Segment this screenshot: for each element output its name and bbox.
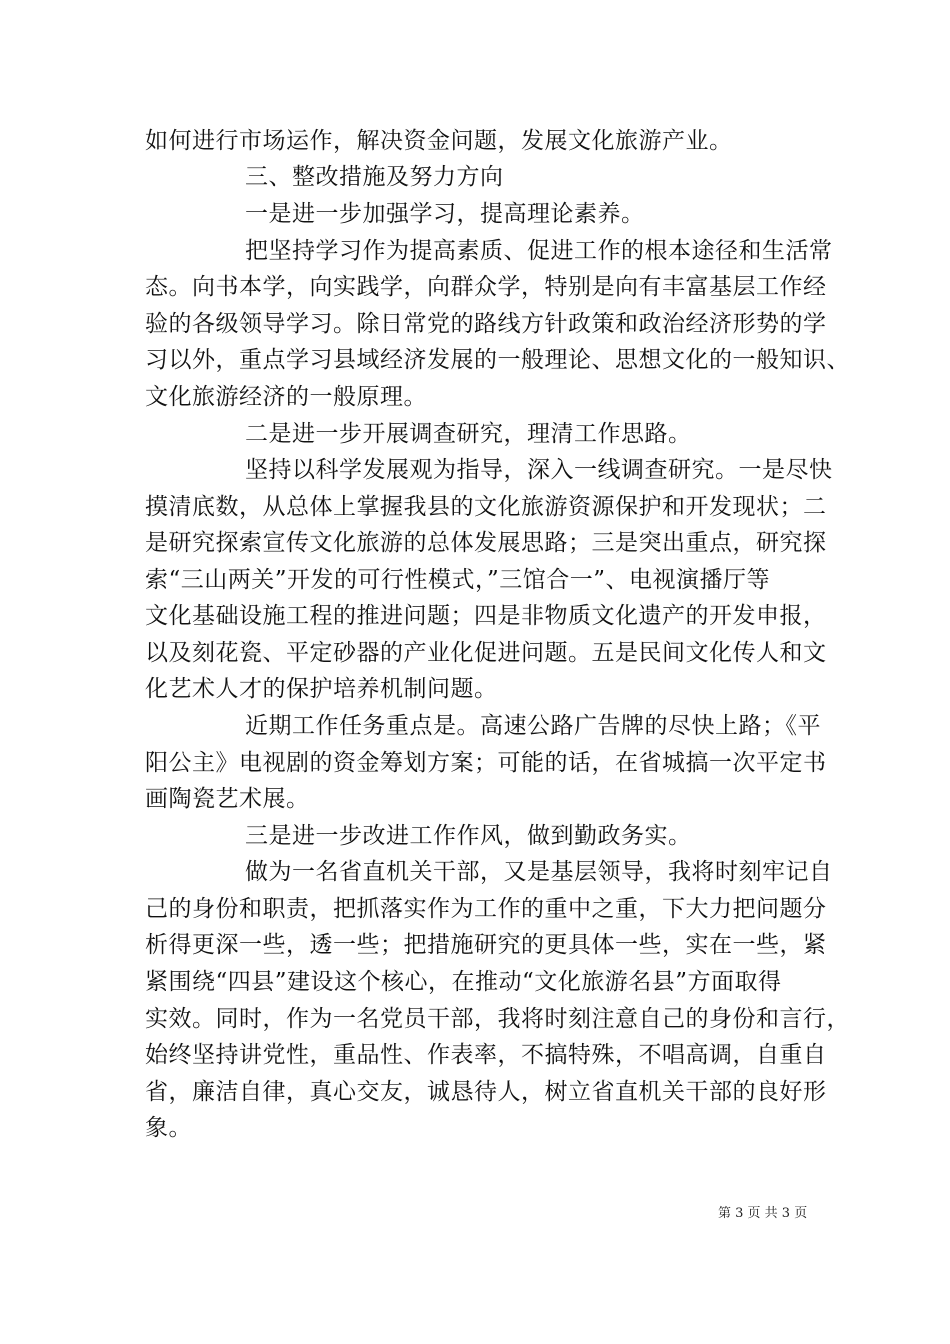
paragraph-first-line: 做为一名省直机关干部，又是基层领导，我将时刻牢记自: [245, 859, 833, 885]
body-line: 省，廉洁自律，真心交友，诚恳待人，树立省直机关干部的良好形: [145, 1079, 827, 1105]
body-line: 摸清底数，从总体上掌握我县的文化旅游资源保护和开发现状；二: [145, 494, 827, 520]
subheading: 二是进一步开展调查研究，理清工作思路。: [245, 421, 692, 447]
body-line: 文化旅游经济的一般原理。: [145, 384, 427, 410]
body-line: 索“三山两关”开发的可行性模式，”三馆合一”、电视演播厅等: [145, 567, 771, 593]
paragraph-first-line: 坚持以科学发展观为指导，深入一线调查研究。一是尽快: [245, 457, 833, 483]
body-line: 己的身份和职责，把抓落实作为工作的重中之重，下大力把问题分: [145, 896, 827, 922]
body-line: 态。向书本学，向实践学，向群众学，特别是向有丰富基层工作经: [145, 274, 827, 300]
body-line: 如何进行市场运作，解决资金问题，发展文化旅游产业。: [145, 128, 733, 154]
body-line: 始终坚持讲党性，重品性、作表率，不搞特殊，不唱高调，自重自: [145, 1042, 827, 1068]
subheading: 一是进一步加强学习，提高理论素养。: [245, 201, 645, 227]
body-line: 文化基础设施工程的推进问题；四是非物质文化遗产的开发申报，: [145, 603, 827, 629]
paragraph-first-line: 近期工作任务重点是。高速公路广告牌的尽快上路；《平: [245, 713, 821, 739]
body-line: 阳公主》电视剧的资金筹划方案；可能的话，在省城搞一次平定书: [145, 750, 827, 776]
body-line: 以及刻花瓷、平定砂器的产业化促进问题。五是民间文化传人和文: [145, 640, 827, 666]
body-line: 验的各级领导学习。除日常党的路线方针政策和政治经济形势的学: [145, 311, 827, 337]
body-line: 化艺术人才的保护培养机制问题。: [145, 676, 498, 702]
paragraph-first-line: 把坚持学习作为提高素质、促进工作的根本途径和生活常: [245, 238, 833, 264]
body-line: 析得更深一些，透一些；把措施研究的更具体一些，实在一些，紧: [145, 932, 827, 958]
section-heading: 三、整改措施及努力方向: [245, 164, 504, 190]
body-line: 紧围绕“四县”建设这个核心，在推动“文化旅游名县”方面取得: [145, 969, 782, 995]
body-line: 习以外，重点学习县域经济发展的一般理论、思想文化的一般知识、: [145, 347, 850, 373]
body-line: 是研究探索宣传文化旅游的总体发展思路；三是突出重点，研究探: [145, 530, 827, 556]
page-number-footer: 第 3 页 共 3 页: [718, 1206, 808, 1221]
body-line: 实效。同时，作为一名党员干部，我将时刻注意自己的身份和言行，: [145, 1006, 850, 1032]
subheading: 三是进一步改进工作作风，做到勤政务实。: [245, 823, 692, 849]
body-line: 画陶瓷艺术展。: [145, 786, 310, 812]
body-line: 象。: [145, 1115, 192, 1141]
